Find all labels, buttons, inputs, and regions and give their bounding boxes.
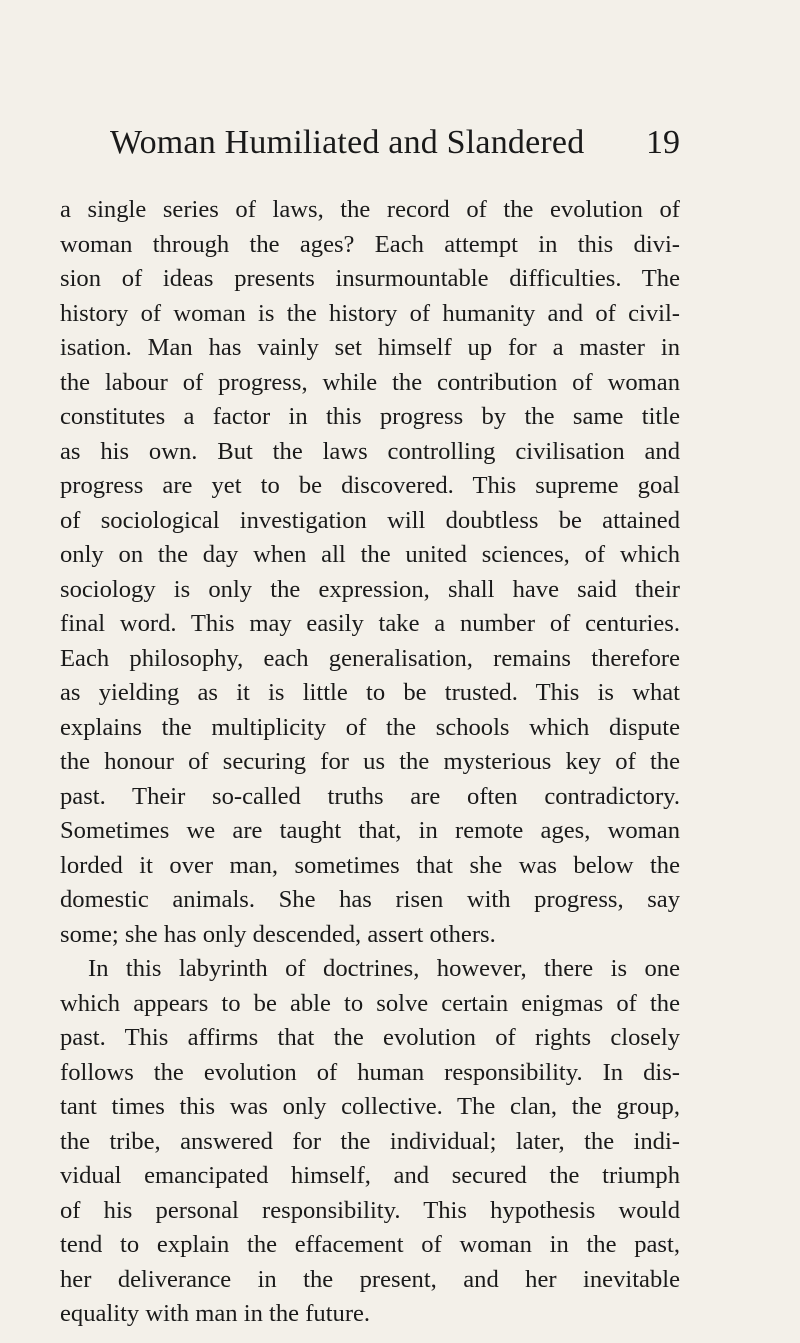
text-line: vidual emancipated himself, and secured the triumph xyxy=(60,1162,680,1189)
text-line: explains the multiplicity of the schools which dispute xyxy=(60,713,680,741)
text-line: sion of ideas presents insurmountable difficulties. The xyxy=(60,265,680,292)
text-line: constitutes a factor in this progress by the same title xyxy=(60,403,680,430)
text-line: final word. This may easily take a number of centuries. xyxy=(60,610,680,637)
running-title: Woman Humiliated and Slandered xyxy=(110,124,585,161)
text-line: lorded it over man, sometimes that she was below the xyxy=(60,851,680,879)
paragraph-2 xyxy=(60,952,680,1332)
text-line: tend to explain the effacement of woman in the past, xyxy=(60,1231,680,1258)
text-line: her deliverance in the present, and her inevitable xyxy=(60,1265,680,1293)
text-line: which appears to be able to solve certain enigmas of the xyxy=(60,989,680,1017)
text-line: the tribe, answered for the individual; later, the indi- xyxy=(60,1127,680,1155)
paragraph-1 xyxy=(60,193,680,952)
text-line: progress are yet to be discovered. This supreme goal xyxy=(60,472,680,499)
text-line: as yielding as it is little to be trusted. This is what xyxy=(60,679,680,706)
text-line: follows the evolution of human responsibility. In dis- xyxy=(60,1058,680,1086)
page-number: 19 xyxy=(646,124,680,161)
text-line: sociology is only the expression, shall have said their xyxy=(60,575,680,603)
text-line: history of woman is the history of humanity and of civil- xyxy=(60,299,680,327)
text-line: of his personal responsibility. This hypothesis would xyxy=(60,1196,680,1224)
text-line: Sometimes we are taught that, in remote ages, woman xyxy=(60,817,680,844)
text-line: the labour of progress, while the contribution of woman xyxy=(60,368,680,396)
text-line: equality with man in the future. xyxy=(60,1300,371,1327)
text-line: the honour of securing for us the mysterious key of the xyxy=(60,748,680,775)
text-line: past. Their so-called truths are often contradictory. xyxy=(60,782,680,810)
body-text xyxy=(60,193,680,1332)
text-line: of sociological investigation will doubtless be attained xyxy=(60,506,680,534)
page-header xyxy=(110,124,680,174)
text-line: tant times this was only collective. The clan, the group, xyxy=(60,1093,680,1120)
text-line: some; she has only descended, assert others. xyxy=(60,920,496,948)
text-line: domestic animals. She has risen with progress, say xyxy=(60,886,680,913)
text-line: as his own. But the laws controlling civilisation and xyxy=(60,437,680,465)
text-line: only on the day when all the united sciences, of which xyxy=(60,541,680,568)
text-line: past. This affirms that the evolution of rights closely xyxy=(60,1024,680,1051)
text-line: a single series of laws, the record of the evolution of xyxy=(60,196,680,223)
text-line: woman through the ages? Each attempt in this divi- xyxy=(60,230,680,258)
text-line: In this labyrinth of doctrines, however, there is one xyxy=(88,955,680,982)
text-line: Each philosophy, each generalisation, remains therefore xyxy=(60,644,680,672)
text-line: isation. Man has vainly set himself up for a master in xyxy=(60,334,680,361)
